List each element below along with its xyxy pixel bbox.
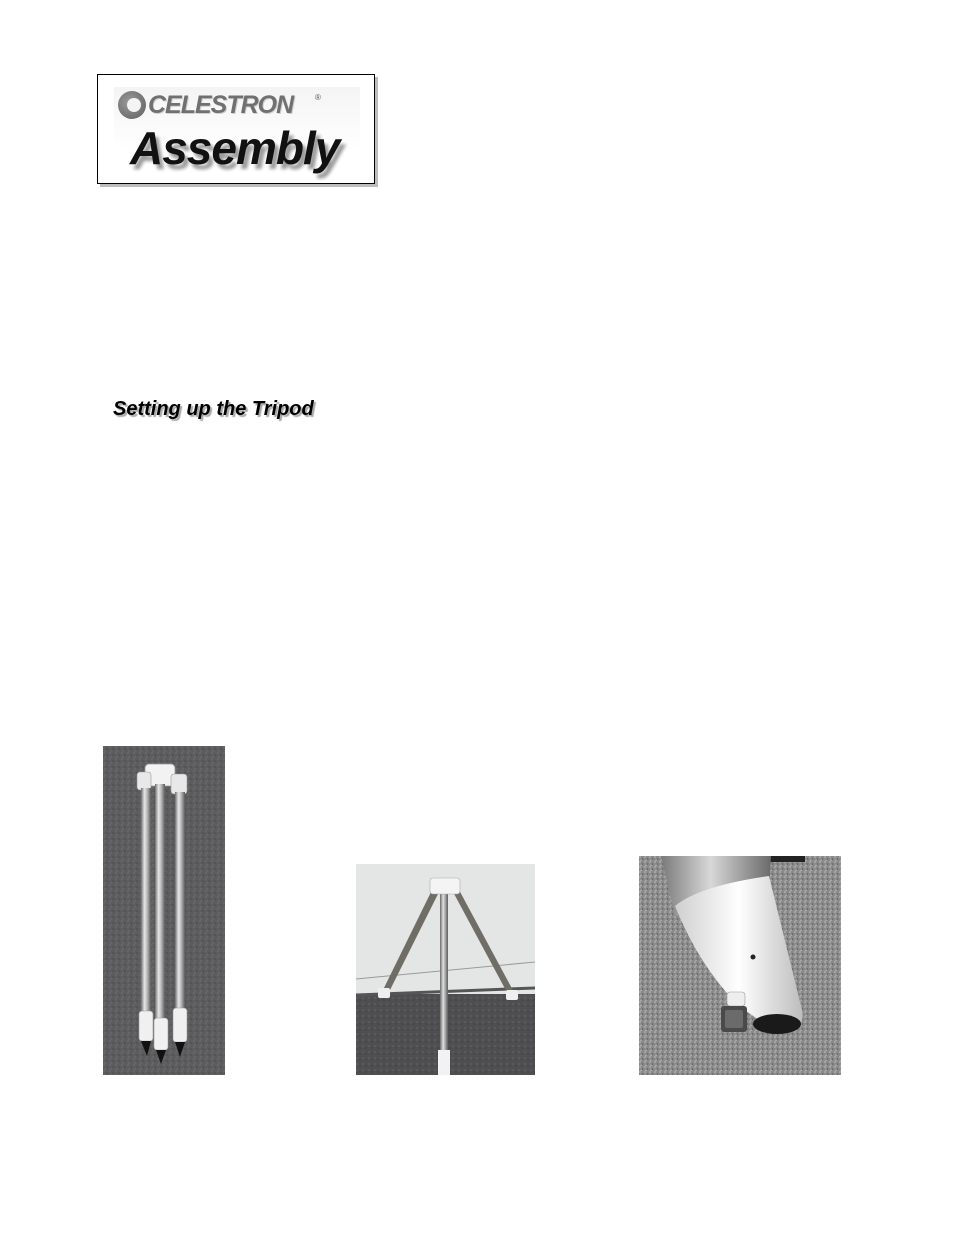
brand-name: CELESTRON [148, 91, 294, 119]
celestron-logo-icon [118, 91, 146, 119]
section-heading: Setting up the Tripod [113, 398, 314, 420]
logo-inner [114, 87, 360, 179]
page-title: Assembly [130, 122, 340, 174]
tripod-folded-photo [103, 746, 225, 1075]
tripod-extended-photo [356, 864, 535, 1075]
trademark-mark: ® [315, 93, 321, 102]
tripod-leg-foot-closeup-photo [639, 856, 841, 1075]
celestron-assembly-logo [97, 74, 375, 184]
